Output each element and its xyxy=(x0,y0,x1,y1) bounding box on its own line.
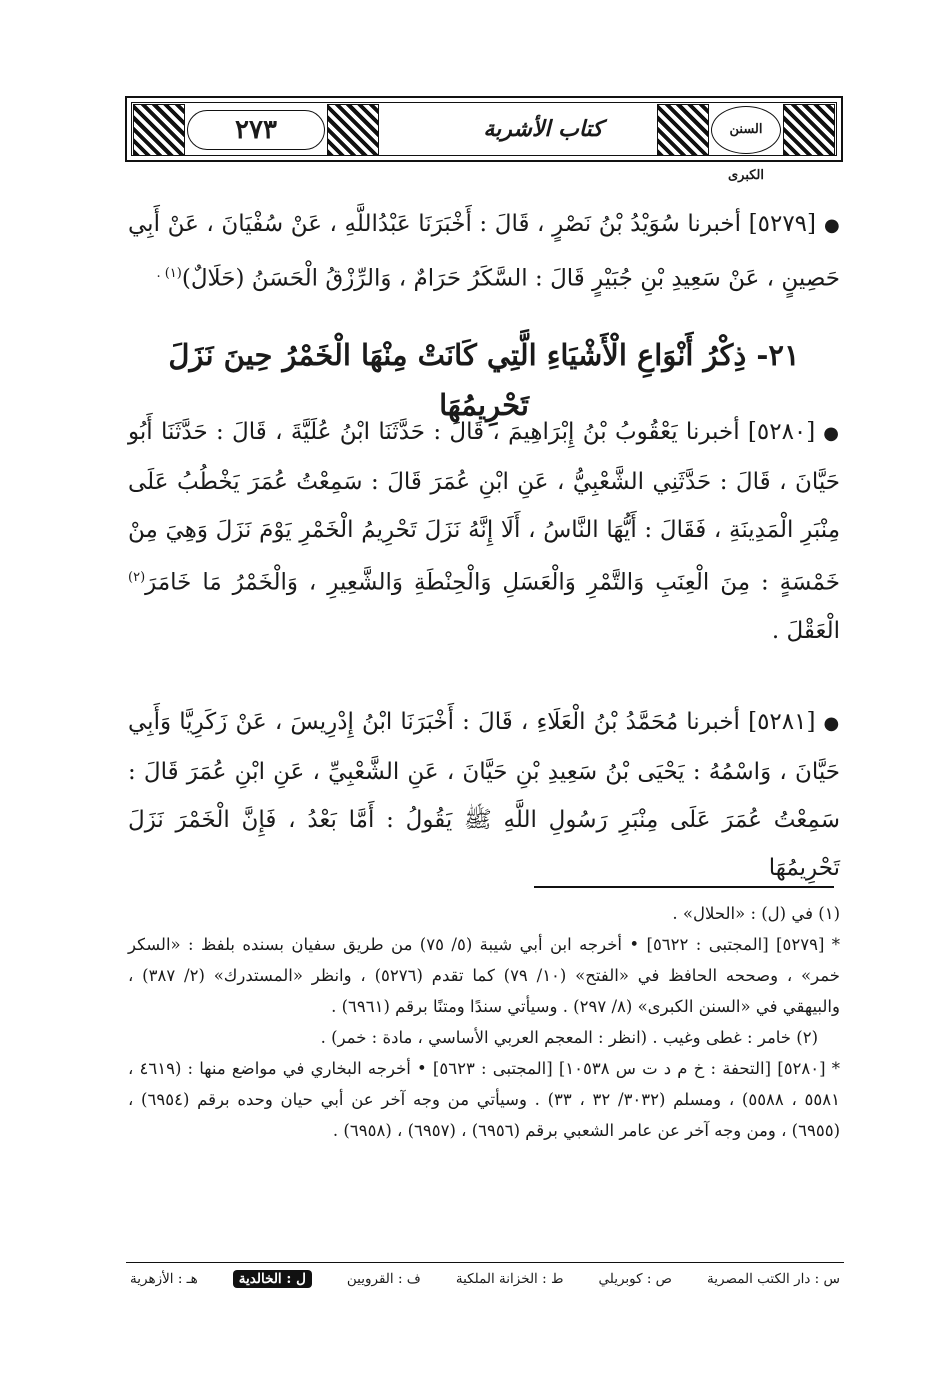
entry-line: مَا خَامَرَ xyxy=(145,569,222,596)
entry-text xyxy=(128,200,840,303)
bottom-separator xyxy=(126,1262,844,1263)
bullet-icon: ● xyxy=(823,713,840,734)
entry-line: أَبُو حَيَّانَ ، قَالَ : حَدَّثَنِي الشَّعْبِيُّ ، عَنِ ابْنِ عُمَرَ قَالَ : سَمِعْتُ عُمَرَ يَخْطُبُ xyxy=(128,419,841,495)
ornament-icon xyxy=(327,104,379,156)
hadith-entry-5279 xyxy=(128,200,840,303)
bullet-icon: ● xyxy=(824,215,840,236)
entry-line: وَهِيَ مِنْ خَمْسَةٍ : مِنَ الْعِنَبِ وَالتَّمْرِ وَالْعَسَلِ وَالْحِنْطَةِ وَالشَّعِيرِ ، وَالْخَمْرُ xyxy=(128,517,841,596)
siglum-sad: ص : كوبريلي xyxy=(598,1271,673,1287)
book-emblem: السنن الكبرى xyxy=(711,106,781,154)
footnote-ref: (٢) xyxy=(128,570,146,585)
manuscript-sigla xyxy=(130,1266,840,1292)
book-title: كتاب الأشربة xyxy=(483,116,603,142)
siglum-lam-highlighted: ل : الخالدية xyxy=(233,1270,312,1288)
entry-text xyxy=(128,698,840,892)
entry-line: الْعَقْلَ . xyxy=(771,617,840,644)
chapter-heading: ٢١- ذِكْرُ أَنْوَاعِ الْأَشْيَاءِ الَّتِي كَانَتْ مِنْهَا الْخَمْرُ حِينَ نَزَلَ تَحْرِيمُهَا xyxy=(168,338,800,422)
siglum-fa: ف : القرويين xyxy=(346,1271,421,1287)
ornament-icon xyxy=(133,104,185,156)
entry-line: سَمِعْتُ عُمَرَ عَلَى مِنْبَرِ رَسُولِ اللَّهِ ﷺ يَقُولُ : أَمَّا بَعْدُ ، فَإِنَّ الْخَمْرَ نَزَلَ تَحْرِيمُهَا xyxy=(128,807,840,881)
footnote-5279: * [٥٢٧٩] [المجتبى : ٥٦٢٢] • أخرجه ابن أبي شيبة (٥/ ٧٥) من طريق سفيان بسنده بلفظ : «السكر خمر» ، وصححه الحافظ في «الفتح» (١٠/ ٧٩) كما تقدم (٥٢٧٦) ، وانظر «المستدرك» (٢/ ٣٨٧) ، والبيهقي في «السنن الكبرى» (٨/ ٢٩٧) . وسيأتي سندًا ومتنًا برقم (٦٩٦١) . xyxy=(128,935,841,1016)
entry-line: [٥٢٨١] أخبرنا مُحَمَّدُ بْنُ الْعَلَاءِ ، قَالَ : أَخْبَرَنَا ابْنُ إِدْرِيسَ ، عَنْ زَكَرِيَّا وَأَبِي xyxy=(128,709,816,735)
footnote-separator xyxy=(534,886,834,888)
entry-line: [٥٢٧٩] أخبرنا سُوَيْدُ بْنُ نَصْرٍ ، قَالَ : أَخْبَرَنَا عَبْدُاللَّهِ ، عَنْ سُفْيَانَ ، عَنْ xyxy=(167,211,817,237)
hadith-entry-5281 xyxy=(128,698,840,892)
entry-line: حَيَّانَ ، وَاسْمُهُ : يَحْيَى بْنُ سَعِيدِ بْنِ حَيَّانَ ، عَنِ الشَّعْبِيِّ ، عَنِ ابْنِ عُمَرَ قَالَ : xyxy=(128,759,840,785)
siglum-s: س : دار الكتب المصرية xyxy=(707,1271,840,1287)
siglum-ta: ط : الخزانة الملكية xyxy=(455,1271,564,1287)
footnote-1: (١) في (ل) : «الحلال» . xyxy=(672,904,840,923)
ornament-icon xyxy=(783,104,835,156)
entry-line: [٥٢٨٠] أخبرنا يَعْقُوبُ بْنُ إِبْرَاهِيمَ ، قَالَ : حَدَّثَنَا ابْنُ عُلَيَّةَ ، قَالَ : حَدَّثَنَا xyxy=(161,419,816,445)
footnote-ref: (١) . xyxy=(156,266,182,281)
entry-line: عَلَى مِنْبَرِ الْمَدِينَةِ ، فَقَالَ : أَيُّهَا النَّاسُ ، أَلَا إِنَّهُ نَزَلَ تَحْرِيمُ الْخَمْرِ يَوْمَ نَزَلَ xyxy=(128,469,841,543)
footnotes-section xyxy=(128,898,840,1146)
page-header-banner xyxy=(125,96,843,183)
hadith-entry-5280 xyxy=(128,408,840,655)
page-number: ٢٧٣ xyxy=(187,110,325,150)
entry-line: أَبِي حَصِينٍ ، عَنْ سَعِيدِ بْنِ جُبَيْرٍ قَالَ : السَّكَرُ حَرَامٌ ، وَالرِّزْقُ الْحَسَنُ (حَلَالٌ) xyxy=(128,211,840,292)
entry-text xyxy=(128,408,840,655)
footnote-5280: * [٥٢٨٠] [التحفة : خ م د ت س ١٠٥٣٨] [المجتبى : ٥٦٢٣] • أخرجه البخاري في مواضع منها : (٤٦١٩ ، ٥٥٨١ ، ٥٥٨٨) ، ومسلم (٣٠٣٢/ ٣٢ ، ٣٣) . وسيأتي من وجه آخر عن أبي حيان وحده برقم (٦٩٥٤) ، (٦٩٥٥) ، ومن وجه آخر عن عامر الشعبي برقم (٦٩٥٦) ، (٦٩٥٧) ، (٦٩٥٨) . xyxy=(128,1059,840,1140)
siglum-ha: هـ : الأزهرية xyxy=(130,1271,198,1287)
footnote-2: (٢) خامر : غطى وغيب . (انظر : المعجم العربي الأساسي ، مادة : خمر) . xyxy=(320,1028,818,1047)
bullet-icon: ● xyxy=(823,423,840,444)
